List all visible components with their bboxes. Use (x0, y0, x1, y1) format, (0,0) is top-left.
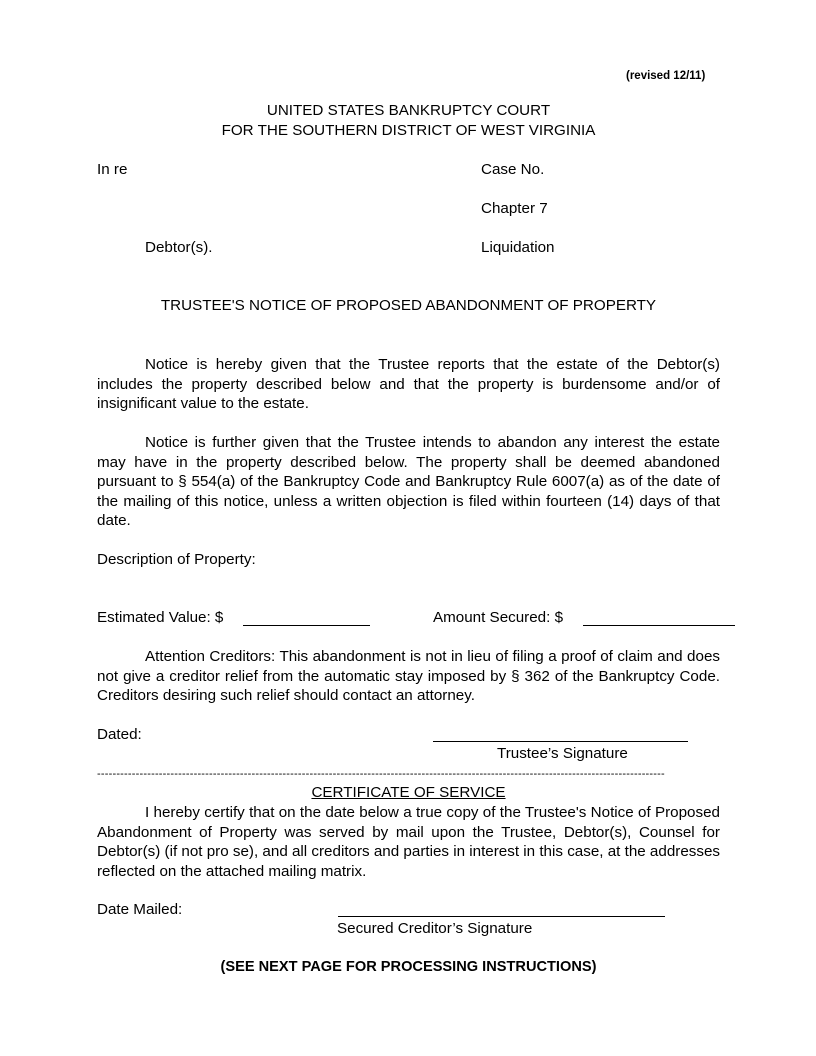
certificate-title-text: CERTIFICATE OF SERVICE (311, 784, 506, 801)
liquidation-label: Liquidation (481, 239, 555, 256)
notice-paragraph-1-text: Notice is hereby given that the Trustee reports that the estate of the Debtor(s) includes the property described below and that the property is burdensome and/or of insignificant value to the estate. (97, 356, 720, 412)
amount-secured-label: Amount Secured: $ (433, 609, 564, 626)
attention-creditors-paragraph (97, 647, 720, 706)
certificate-of-service-title (97, 783, 720, 803)
notice-paragraph-1 (97, 355, 720, 414)
chapter-label: Chapter 7 (481, 200, 548, 217)
creditor-signature-line[interactable] (338, 916, 665, 917)
estimated-value-field[interactable] (243, 625, 370, 626)
section-separator: --------------------------------------------------------------------------------------------------------------------------------------------------- (97, 768, 665, 780)
revision-note: (revised 12/11) (626, 70, 706, 82)
court-name-line2: FOR THE SOUTHERN DISTRICT OF WEST VIRGINIA (221, 122, 596, 139)
attention-creditors-text: Attention Creditors: This abandonment is not in lieu of filing a proof of claim and does not give a creditor relief from the automatic stay imposed by § 362 of the Bankruptcy Code. Creditors desiring such relief should contact an attorney. (97, 648, 720, 704)
date-mailed-label: Date Mailed: (97, 901, 183, 918)
case-number-label: Case No. (481, 161, 545, 178)
trustee-signature-label: Trustee’s Signature (497, 745, 628, 762)
in-re-label: In re (97, 161, 128, 178)
certificate-text: I hereby certify that on the date below a true copy of the Trustee's Notice of Proposed Abandonment of Property was served by mail upon the Trustee, Debtor(s), Counsel for Debtor(s) (if not pro se), and all creditors and parties in interest in this case, at the addresses reflected on the attached mailing matrix. (97, 804, 720, 880)
court-name-line1: UNITED STATES BANKRUPTCY COURT (266, 102, 551, 119)
document-title: TRUSTEE'S NOTICE OF PROPOSED ABANDONMENT OF PROPERTY (160, 297, 657, 314)
processing-instructions-note: (SEE NEXT PAGE FOR PROCESSING INSTRUCTIONS) (220, 959, 597, 975)
notice-paragraph-2 (97, 433, 720, 531)
amount-secured-field[interactable] (583, 625, 735, 626)
estimated-value-label: Estimated Value: $ (97, 609, 224, 626)
notice-paragraph-2-text: Notice is further given that the Trustee intends to abandon any interest the estate may have in the property described below. The property shall be deemed abandoned pursuant to § 554(a) of the Bankruptcy Code and Bankruptcy Rule 6007(a) as of the date of the mailing of this notice, unless a written objection is filed within fourteen (14) days of that date. (97, 434, 720, 529)
dated-label: Dated: (97, 726, 142, 743)
creditor-signature-label: Secured Creditor’s Signature (337, 920, 533, 937)
trustee-signature-line[interactable] (433, 741, 688, 742)
debtors-label: Debtor(s). (145, 239, 213, 256)
certificate-paragraph (97, 803, 720, 881)
description-of-property-label: Description of Property: (97, 551, 256, 568)
